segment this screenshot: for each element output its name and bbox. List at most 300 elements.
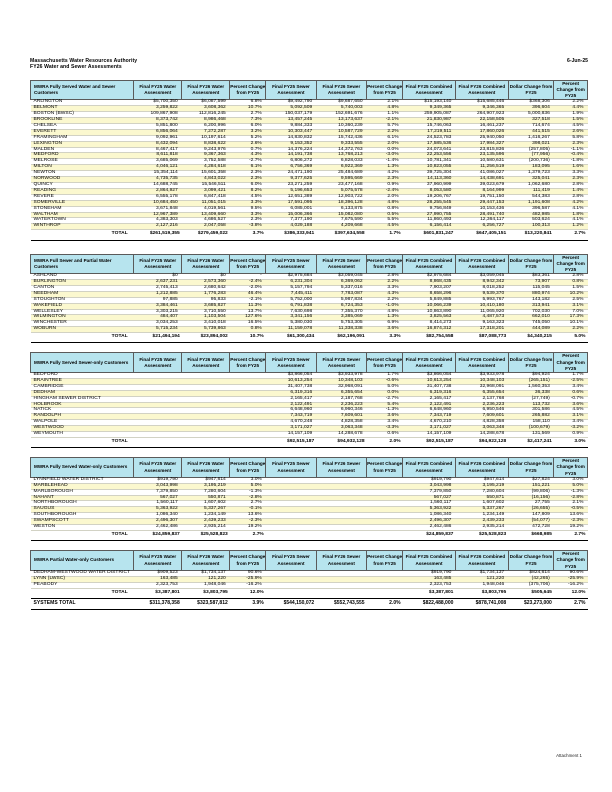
cell-value: 5,851,800 [134, 123, 182, 129]
cell-value: 11,159,078 [266, 327, 316, 333]
column-header-5: Final FY26 Sewer Assessment [316, 254, 366, 274]
column-header-6: Percent Change from FY25 [367, 254, 403, 274]
cell-value: 7,675,590 [316, 218, 366, 224]
cell-value: 7,783,087 [316, 291, 366, 297]
column-header-2: Final FY26 Water Assessment [182, 353, 230, 373]
cell-value: 12,364,117 [455, 218, 508, 224]
systems-total-value: $878,741,008 [455, 598, 508, 609]
cell-value: 13,409,660 [182, 212, 230, 218]
systems-total-value: $23,273,000 [508, 598, 554, 609]
cell-value: 1,948,046 [455, 582, 508, 588]
cell-value: 15,601,358 [182, 171, 230, 177]
cell-value: $15,685,446 [455, 100, 508, 106]
cell-value: 2.0% [367, 141, 403, 147]
cell-value: -3.8% [230, 224, 266, 230]
cell-value: 3,410,018 [182, 321, 230, 327]
column-header-6: Percent Change from FY25 [367, 458, 403, 478]
row-label: LEXINGTON [31, 141, 134, 147]
cell-value: 3,685,827 [182, 303, 230, 309]
cell-value: (265,151) [508, 378, 554, 384]
systems-total-value: $544,150,072 [266, 598, 316, 609]
cell-value: 1,086,340 [403, 513, 456, 519]
cell-value: 5,740,003 [316, 106, 366, 112]
cell-value: 15,546,511 [182, 182, 230, 188]
row-label: CANTON [31, 285, 134, 291]
total-value: $94,922,128 [455, 437, 508, 447]
cell-value: 3,710,550 [182, 309, 230, 315]
cell-value: 8,164,999 [455, 188, 508, 194]
cell-value: $3,866,054 [403, 372, 456, 378]
cell-value: 3.3% [230, 212, 266, 218]
total-label: TOTAL [31, 588, 134, 598]
cell-value: 1,234,149 [182, 513, 230, 519]
cell-value: 5,092,509 [266, 106, 316, 112]
cell-value: 325,041 [508, 177, 554, 183]
cell-value: 1,234,149 [455, 513, 508, 519]
cell-value: 1.7% [367, 372, 403, 378]
row-label: RANDOLPH [31, 414, 134, 420]
cell-value: 12,651,389 [266, 194, 316, 200]
cell-value: 2.3% [554, 177, 588, 183]
table-header-row [31, 254, 588, 274]
cell-value: -2.8% [554, 495, 588, 501]
row-label: BURLINGTON [31, 279, 134, 285]
column-header-8: Final FY26 Combined Assessment [455, 353, 508, 373]
total-value: 1.7% [367, 230, 403, 240]
cell-value: 8,414,273 [403, 321, 456, 327]
column-header-4: Final FY25 Sewer Assessment [266, 353, 316, 373]
cell-value: 3,685,069 [134, 159, 182, 165]
tables-container [30, 80, 588, 610]
cell-value: 2.0% [367, 194, 403, 200]
cell-value: 5.8% [554, 135, 588, 141]
cell-value: 7,377,190 [266, 218, 316, 224]
row-label: WAKEFIELD [31, 303, 134, 309]
column-header-8: Final FY26 Combined Assessment [455, 80, 508, 100]
cell-value: 6,828,033 [316, 159, 366, 165]
cell-value: 5.4% [367, 402, 403, 408]
cell-value: 2,745,413 [134, 285, 182, 291]
cell-value: 4,284,618 [182, 165, 230, 171]
cell-value: 112,816,245 [182, 112, 230, 118]
cell-value: 24,073,641 [403, 147, 456, 153]
cell-value: 1,560,117 [134, 501, 182, 507]
cell-value: 19,751,150 [455, 194, 508, 200]
row-label: WILMINGTON [31, 315, 134, 321]
table-header-row [31, 353, 588, 373]
cell-value: 7,355,370 [316, 309, 366, 315]
cell-value: 39,023,679 [455, 182, 508, 188]
cell-value: 4.8% [367, 106, 403, 112]
total-value [266, 530, 316, 540]
cell-value: 10.2% [554, 291, 588, 297]
cell-value: 9,349,365 [403, 106, 456, 112]
table-header-row [31, 80, 588, 100]
cell-value: 25,940,050 [455, 135, 508, 141]
systems-total-value: $323,587,812 [182, 598, 230, 609]
cell-value: $824,614 [508, 570, 554, 576]
total-value [367, 530, 403, 540]
systems-total-value: $311,378,358 [134, 598, 182, 609]
cell-value: 2,236,223 [455, 402, 508, 408]
cell-value: 1.3% [367, 315, 403, 321]
cell-value: 3,384,461 [134, 303, 182, 309]
cell-value: 567,027 [134, 495, 182, 501]
cell-value: 3.1% [554, 414, 588, 420]
cell-value: 127.6% [230, 315, 266, 321]
cell-value: 0.6% [367, 432, 403, 438]
cell-value: 1,379,723 [508, 171, 554, 177]
total-value [230, 437, 266, 447]
row-label: NORTHBOROUGH [31, 501, 134, 507]
cell-value: -16.2% [554, 582, 588, 588]
column-header-customer: MWRA Fully Served Sewer-only Customers [31, 353, 134, 373]
cell-value: (100,679) [508, 426, 554, 432]
cell-value: 10,153,436 [455, 206, 508, 212]
cell-value: 5,715,234 [134, 327, 182, 333]
cell-value: 2.2% [367, 129, 403, 135]
cell-value: 9,377,625 [266, 177, 316, 183]
cell-value: 7,445,411 [266, 291, 316, 297]
cell-value: 8.2% [230, 188, 266, 194]
column-header-9: Dollar Change from FY25 [508, 80, 554, 100]
column-header-9: Dollar Change from FY25 [508, 458, 554, 478]
cell-value: 18,396,128 [316, 200, 366, 206]
cell-value: 23,477,168 [316, 182, 366, 188]
cell-value: (42,265) [508, 576, 554, 582]
cell-value: 2,187,768 [316, 396, 366, 402]
cell-value: 6,355,654 [455, 390, 508, 396]
row-label: HOLBROOK [31, 402, 134, 408]
cell-value: 6,806,272 [266, 159, 316, 165]
cell-value: 1,416,267 [508, 135, 554, 141]
cell-value: 4,686,527 [182, 218, 230, 224]
row-label: FRAMINGHAM [31, 135, 134, 141]
row-label: NAHANT [31, 495, 134, 501]
cell-value: (26,655) [508, 507, 554, 513]
cell-value: -2.1% [230, 297, 266, 303]
cell-value: 5,752,000 [266, 297, 316, 303]
cell-value: 4.5% [554, 408, 588, 414]
cell-value: $3,866,054 [266, 372, 316, 378]
row-label: SAUGUS [31, 507, 134, 513]
cell-value: 472,728 [508, 525, 554, 531]
cell-value: 444,089 [508, 327, 554, 333]
cell-value: 6,960,346 [316, 408, 366, 414]
total-value: 3.7% [230, 230, 266, 240]
cell-value: 1,560,353 [508, 384, 554, 390]
cell-value: 702,030 [508, 309, 554, 315]
total-value: $92,515,187 [266, 437, 316, 447]
cell-value: 1.9% [554, 112, 588, 118]
cell-value: 3,063,348 [316, 426, 366, 432]
total-value: $62,196,091 [316, 333, 366, 343]
total-value: 2.7% [554, 230, 588, 240]
cell-value: 17,591,095 [266, 200, 316, 206]
cell-value: 6.0% [230, 123, 266, 129]
table-spacer [30, 450, 588, 457]
cell-value: 6,648,960 [403, 408, 456, 414]
cell-value: 4,019,561 [182, 206, 230, 212]
cell-value: 46.4% [230, 291, 266, 297]
cell-value: $6,087,599 [182, 100, 230, 106]
cell-value: 5.0% [230, 483, 266, 489]
cell-value: -2.1% [367, 118, 403, 124]
total-value: 2.7% [554, 530, 588, 540]
cell-value: 5,849,885 [403, 297, 456, 303]
cell-value: 0.8% [554, 279, 588, 285]
cell-value: 14,157,109 [403, 432, 456, 438]
cell-value: 17,318,201 [455, 327, 508, 333]
cell-value: 11,065,920 [455, 309, 508, 315]
cell-value: 5,363,922 [134, 507, 182, 513]
cell-value: 6,200,996 [182, 123, 230, 129]
cell-value: (200,736) [508, 159, 554, 165]
cell-value: 8,467,417 [134, 147, 182, 153]
cell-value: 32,968,091 [316, 384, 366, 390]
column-header-4: Final FY25 Sewer Assessment [266, 80, 316, 100]
total-value [182, 437, 230, 447]
cell-value: 1.1% [367, 112, 403, 118]
cell-value: 7.3% [230, 118, 266, 124]
cell-value: -1.3% [230, 489, 266, 495]
cell-value: 41,086,027 [455, 171, 508, 177]
row-label: SOUTHBOROUGH [31, 513, 134, 519]
cell-value: $94,924 [508, 372, 554, 378]
cell-value: 2.8% [367, 274, 403, 280]
cell-value: 9,333,555 [316, 141, 366, 147]
cell-value: 3,341,156 [266, 315, 316, 321]
row-label: WALPOLE [31, 420, 134, 426]
row-label: WATERTOWN [31, 218, 134, 224]
table-partial-water-only [30, 550, 588, 610]
cell-value: 6,791,838 [266, 303, 316, 309]
cell-value: 37,960,999 [403, 182, 456, 188]
cell-value: 11,256,519 [455, 165, 508, 171]
column-header-7: Final FY25 Combined Assessment [403, 458, 456, 478]
total-value: 3.3% [367, 333, 403, 343]
column-header-3: Percent Change from FY25 [230, 254, 266, 274]
cell-value: 2,137,768 [455, 396, 508, 402]
cell-value: 2,439,233 [455, 519, 508, 525]
total-value: $24,859,837 [134, 530, 182, 540]
cell-value: 3.0% [554, 477, 588, 483]
cell-value: 3.3% [367, 285, 403, 291]
cell-value: 396,604 [508, 106, 554, 112]
cell-value: 25,484,689 [316, 171, 366, 177]
cell-value: 5,337,267 [455, 507, 508, 513]
row-label: BOSTON (BWSC) [31, 112, 134, 118]
total-value [134, 437, 182, 447]
column-header-2: Final FY26 Water Assessment [182, 458, 230, 478]
cell-value: 4,843,022 [182, 177, 230, 183]
cell-value: 2.3% [230, 177, 266, 183]
cell-value: 7,343,719 [266, 414, 316, 420]
cell-value: 4.5% [230, 194, 266, 200]
cell-value: 1,086,340 [134, 513, 182, 519]
cell-value: 4.2% [554, 200, 588, 206]
column-header-5: Final FY26 Sewer Assessment [316, 458, 366, 478]
cell-value: 15,742,436 [316, 135, 366, 141]
cell-value: 131,569 [508, 432, 554, 438]
cell-value: 2.6% [230, 141, 266, 147]
cell-value: 2,165,417 [403, 396, 456, 402]
cell-value: $27,824 [508, 477, 554, 483]
cell-value: 2.1% [554, 501, 588, 507]
row-label: WEYMOUTH [31, 432, 134, 438]
cell-value: 8,053,580 [403, 188, 456, 194]
cell-value: 301,586 [508, 408, 554, 414]
row-label: QUINCY [31, 182, 134, 188]
cell-value: 147,809 [508, 513, 554, 519]
cell-value: 0.9% [554, 432, 588, 438]
cell-value: 567,027 [403, 495, 456, 501]
total-value: $668,985 [508, 530, 554, 540]
cell-value: 5,337,016 [316, 285, 366, 291]
column-header-8: Final FY26 Combined Assessment [455, 458, 508, 478]
cell-value: $3,059,045 [316, 274, 366, 280]
cell-value: 880,974 [508, 291, 554, 297]
cell-value: 3.6% [367, 327, 403, 333]
cell-value: 6,231,304 [266, 279, 316, 285]
column-header-6: Percent Change from FY25 [367, 353, 403, 373]
table-spacer [30, 243, 588, 254]
cell-value: $3,933,978 [316, 372, 366, 378]
column-header-1: Final FY25 Water Assessment [134, 551, 182, 571]
cell-value: -1.3% [367, 408, 403, 414]
column-header-9: Dollar Change from FY25 [508, 551, 554, 571]
cell-value: 151,221 [508, 483, 554, 489]
column-header-5: Final FY26 Sewer Assessment [316, 80, 366, 100]
table-fully-served-water-only [30, 457, 588, 541]
cell-value: 2,573,360 [182, 279, 230, 285]
cell-value: 3.2% [230, 129, 266, 135]
cell-value: 4,828,358 [316, 420, 366, 426]
cell-value: 90.6% [230, 570, 266, 576]
cell-value: 7,903,207 [403, 285, 456, 291]
document-header [30, 58, 588, 71]
cell-value: $9,687,650 [316, 100, 366, 106]
table-full-sewer-and-partial-water [30, 254, 588, 344]
row-label: WESTON [31, 525, 134, 531]
cell-value: 10,823,055 [403, 165, 456, 171]
cell-value: 6,133,875 [316, 206, 366, 212]
total-value: $25,528,823 [455, 530, 508, 540]
row-label: MEDFORD [31, 153, 134, 159]
row-label: MILTON [31, 165, 134, 171]
cell-value: 1,776,283 [182, 291, 230, 297]
row-label: CAMBRIDGE [31, 384, 134, 390]
cell-value: 6.8% [230, 100, 266, 106]
cell-value: 23,135,596 [455, 153, 508, 159]
cell-value: $919,790 [403, 570, 456, 576]
cell-value: 4.5% [554, 123, 588, 129]
cell-value: 6.9% [367, 321, 403, 327]
row-label: HINGHAM SEWER DISTRICT [31, 396, 134, 402]
cell-value: 97,885 [134, 297, 182, 303]
cell-value: 16,461,237 [455, 123, 508, 129]
cell-value: 1.5% [554, 285, 588, 291]
cell-value: 5.0% [554, 483, 588, 489]
column-header-3: Percent Change from FY25 [230, 353, 266, 373]
systems-total-value: 2.7% [554, 598, 588, 609]
cell-value: 9,092,961 [134, 135, 182, 141]
cell-value: 6,847,418 [182, 194, 230, 200]
cell-value: 163,485 [134, 576, 182, 582]
column-header-customer: MWRA Fully Served Water-only Customers [31, 458, 134, 478]
row-label: ASHLAND [31, 274, 134, 280]
cell-value: 19,206,767 [403, 194, 456, 200]
column-header-8: Final FY26 Combined Assessment [455, 551, 508, 571]
column-header-5: Final FY26 Sewer Assessment [316, 353, 366, 373]
cell-value: 2.8% [554, 194, 588, 200]
cell-value: 2.7% [230, 112, 266, 118]
total-value: $21,494,194 [134, 333, 182, 343]
cell-value: (54,077) [508, 519, 554, 525]
cell-value: 550,871 [182, 495, 230, 501]
cell-value: $0 [182, 274, 230, 280]
cell-value: 6,756,369 [266, 165, 316, 171]
total-value: $94,932,128 [316, 437, 366, 447]
cell-value: 24,523,783 [403, 135, 456, 141]
cell-value: 1.3% [367, 165, 403, 171]
cell-value: $2,975,684 [266, 274, 316, 280]
cell-value: -25.9% [554, 576, 588, 582]
cell-value: 3,752,588 [182, 159, 230, 165]
cell-value: 9,243,976 [182, 147, 230, 153]
column-header-2: Final FY26 Water Assessment [182, 80, 230, 100]
cell-value: 2.2% [554, 327, 588, 333]
cell-value: -0.1% [230, 507, 266, 513]
cell-value: 2.6% [554, 129, 588, 135]
total-value: 10.7% [230, 333, 266, 343]
total-value: $261,519,355 [134, 230, 182, 240]
cell-value: 10,580,631 [455, 159, 508, 165]
cell-value: 482,985 [508, 212, 554, 218]
cell-value: 28,491,740 [455, 212, 508, 218]
total-value: $397,634,558 [316, 230, 366, 240]
cell-value: 6,648,960 [266, 408, 316, 414]
cell-value: -2.5% [554, 378, 588, 384]
cell-value: 9,163,323 [455, 321, 508, 327]
cell-value: 16.5% [230, 321, 266, 327]
cell-value: $15,193,140 [403, 100, 456, 106]
cell-value: $83,361 [508, 274, 554, 280]
cell-value: 121,220 [182, 576, 230, 582]
cell-value: 10,863,890 [403, 309, 456, 315]
cell-value: 1,212,885 [134, 291, 182, 297]
systems-total-value: 2.0% [367, 598, 403, 609]
cell-value: 152,691,676 [316, 112, 366, 118]
cell-value: 3.6% [554, 402, 588, 408]
column-header-9: Dollar Change from FY25 [508, 254, 554, 274]
cell-value: $947,614 [455, 477, 508, 483]
cell-value: $919,790 [403, 477, 456, 483]
row-label: WOBURN [31, 327, 134, 333]
cell-value: 5,739,863 [182, 327, 230, 333]
cell-value: (27,749) [508, 396, 554, 402]
cell-value: 14,288,678 [316, 432, 366, 438]
cell-value: -0.5% [554, 507, 588, 513]
attachment-label: Attachment 1 [556, 753, 582, 758]
cell-value: 2.8% [554, 182, 588, 188]
cell-value: 6,156,414 [403, 224, 456, 230]
cell-value: -25.9% [230, 576, 266, 582]
row-label: NEWTON [31, 171, 134, 177]
cell-value: 3.3% [230, 200, 266, 206]
column-header-4: Final FY25 Sewer Assessment [266, 458, 316, 478]
total-value: $386,333,941 [266, 230, 316, 240]
